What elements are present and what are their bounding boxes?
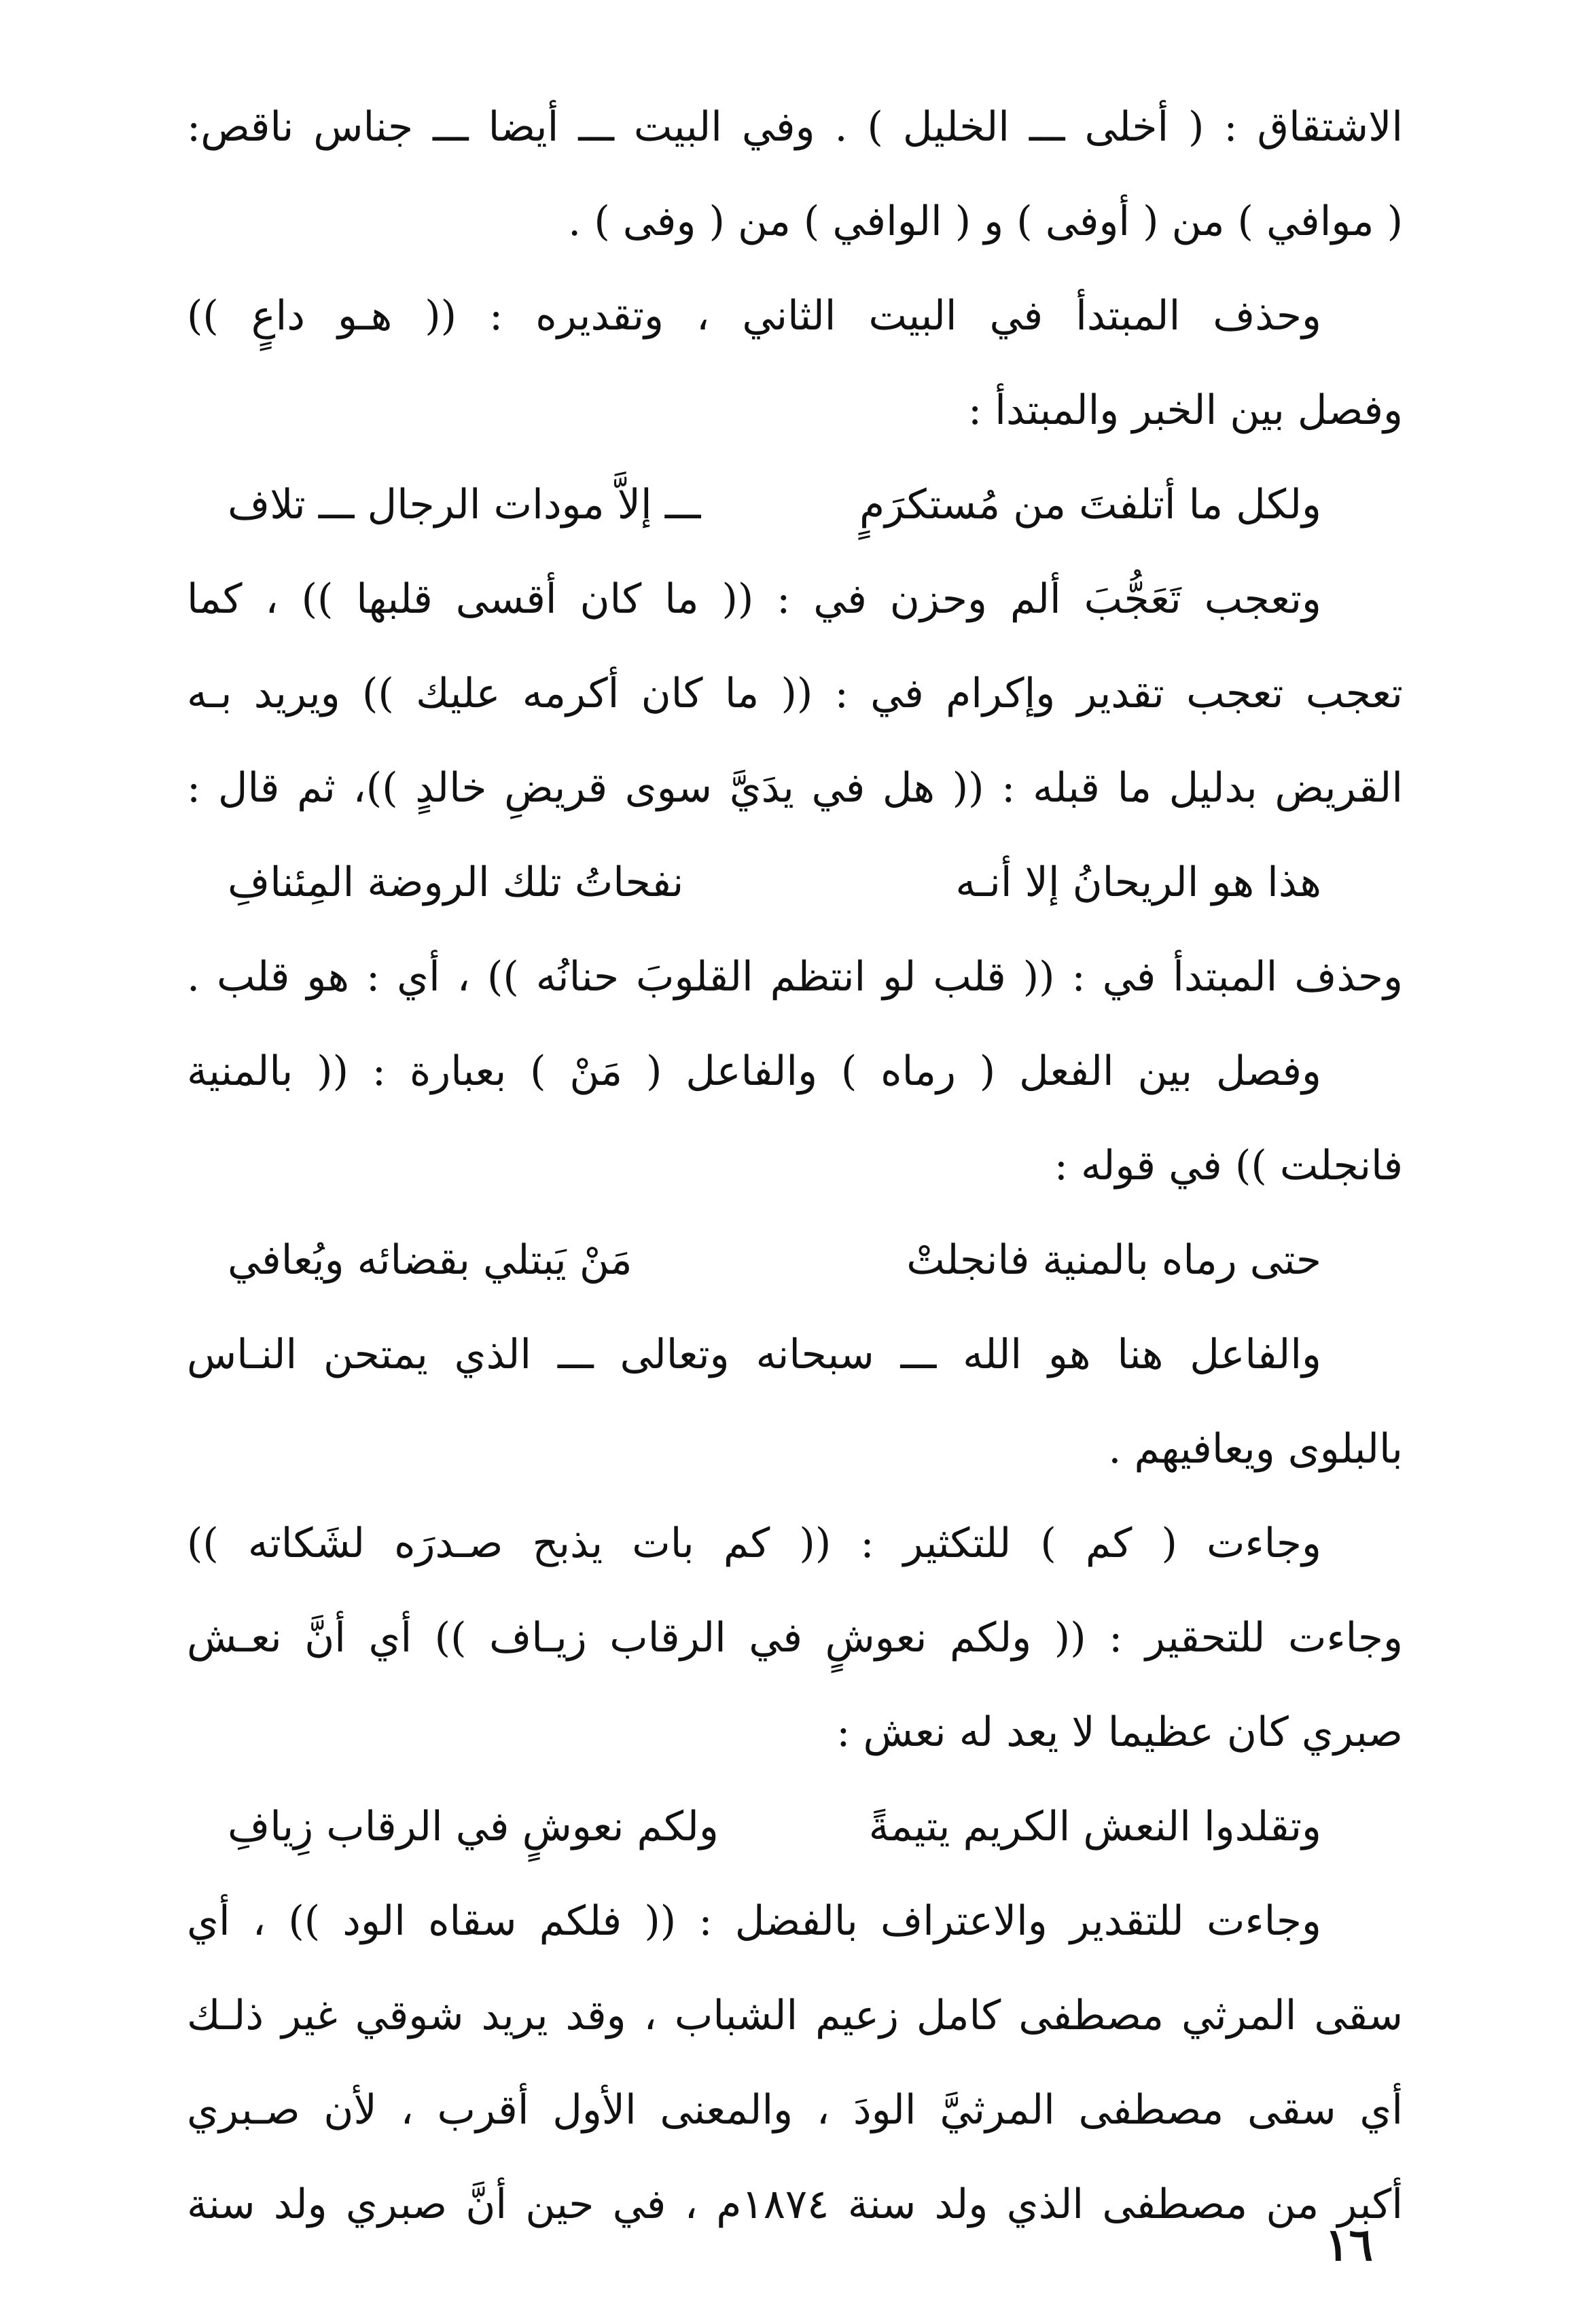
text-line: وفصل بين الخبر والمبتدأ : (968, 387, 1403, 434)
text-line: أكبر من مصطفى الذي ولد سنة ١٨٧٤م ، في حين أنَّ صبري ولد سنة (187, 2181, 1403, 2228)
poetry-verse (187, 458, 1403, 552)
text-line: بالبلوى ويعافيهم . (1108, 1425, 1403, 1473)
text-line: تعجب تعجب تقدير وإكرام في : (( ما كان أكرمه عليك )) ويريد بـه (187, 670, 1403, 717)
page-body-text (187, 80, 1403, 2252)
page-number: ١٦ (1325, 2218, 1373, 2271)
poetry-verse (187, 1780, 1403, 1874)
text-line: فانجلت )) في قوله : (1054, 1142, 1403, 1190)
poetry-verse (187, 836, 1403, 930)
text-line: القريض بدليل ما قبله : (( هل في يدَيَّ سوى قريضِ خالدٍ ))، ثم قال : (187, 764, 1403, 812)
text-line: صبري كان عظيما لا يعد له نعش : (836, 1709, 1403, 1756)
text-line: ( موافي ) من ( أوفى ) و ( الوافي ) من ( وفى ) . (568, 198, 1403, 245)
text-line: وجاءت ( كم ) للتكثير : (( كم بات يذبح صـدرَه لشَكاته )) (187, 1520, 1321, 1567)
verse-second-hemistich: نفحاتُ تلك الروضة المِئنافِ (228, 859, 684, 906)
text-line: والفاعل هنا هو الله ـــ سبحانه وتعالى ـــ الذي يمتحن النـاس (187, 1331, 1321, 1378)
text-line: وجاءت للتقدير والاعتراف بالفضل : (( فلكم سقاه الود )) ، أي (187, 1897, 1321, 1945)
text-line: وتعجب تَعَجُّبَ ألم وحزن في : (( ما كان أقسى قلبها )) ، كما (187, 575, 1321, 623)
verse-first-hemistich: حتى رماه بالمنية فانجلتْ (906, 1236, 1321, 1284)
verse-first-hemistich: وتقلدوا النعش الكريم يتيمةً (868, 1803, 1321, 1851)
verse-first-hemistich: هذا هو الريحانُ إلا أنـه (955, 859, 1321, 906)
text-line: وحذف المبتدأ في البيت الثاني ، وتقديره : (( هـو داعٍ )) (187, 292, 1321, 340)
verse-first-hemistich: ولكل ما أتلفتَ من مُستكرَمٍ (859, 481, 1321, 529)
text-line: الاشتقاق : ( أخلى ـــ الخليل ) . وفي البيت ـــ أيضا ـــ جناس ناقص: (187, 103, 1403, 151)
text-line: وحذف المبتدأ في : (( قلب لو انتظم القلوبَ حنانُه )) ، أي : هو قلب . (187, 953, 1403, 1001)
poetry-verse (187, 1213, 1403, 1308)
verse-second-hemistich: ولكم نعوشٍ في الرقاب زِيافِ (228, 1803, 719, 1851)
text-line: وجاءت للتحقير : (( ولكم نعوشٍ في الرقاب زيـاف )) أي أنَّ نعـش (187, 1614, 1403, 1662)
text-line: سقى المرثي مصطفى كامل زعيم الشباب ، وقد يريد شوقي غير ذلـك (187, 1992, 1403, 2039)
verse-second-hemistich: مَنْ يَبتلي بقضائه ويُعافي (228, 1236, 632, 1284)
text-line: وفصل بين الفعل ( رماه ) والفاعل ( مَنْ ) بعبارة : (( بالمنية (187, 1048, 1321, 1095)
verse-second-hemistich: ـــ إلاَّ مودات الرجال ـــ تلاف (228, 481, 701, 529)
text-line: أي سقى مصطفى المرثيَّ الودَ ، والمعنى الأول أقرب ، لأن صـبري (187, 2086, 1403, 2134)
